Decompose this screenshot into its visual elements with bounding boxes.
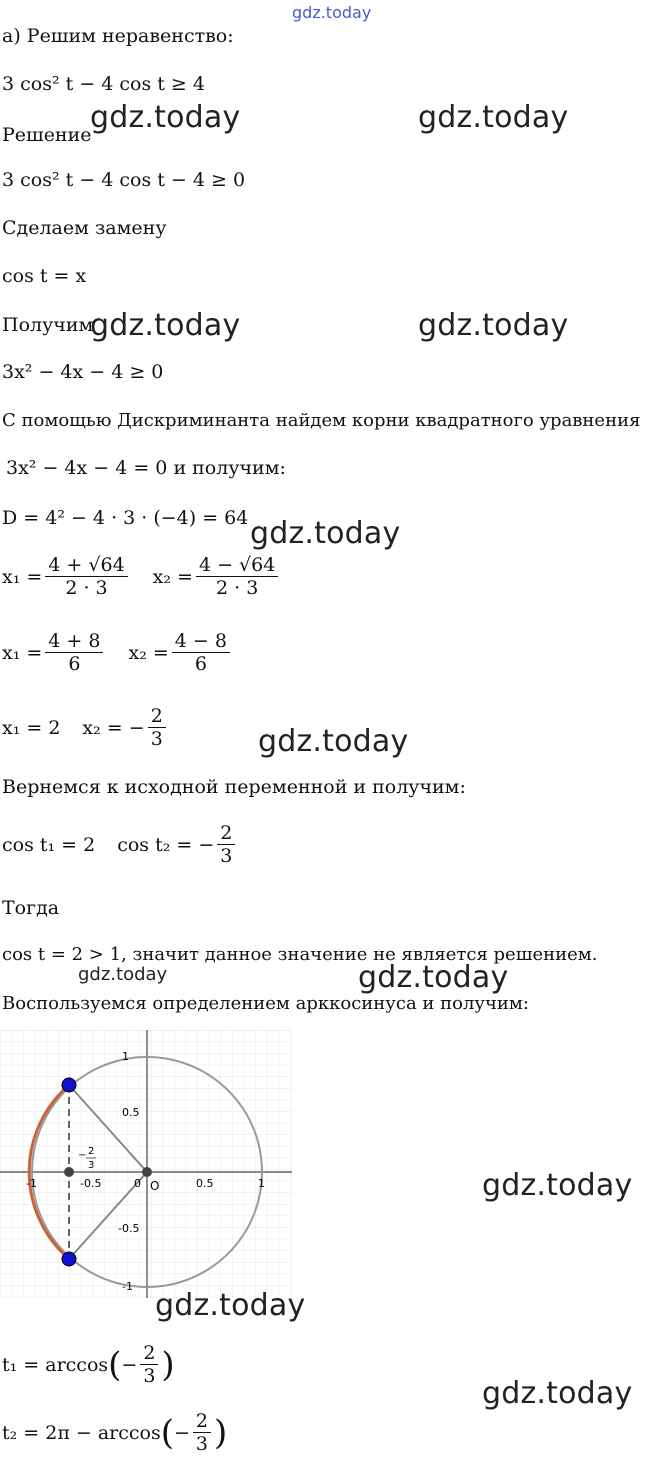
x-tick-neg0.5: -0.5 bbox=[80, 1177, 102, 1190]
x2b-lhs: x₂ = bbox=[128, 641, 169, 664]
point-lower bbox=[62, 1252, 76, 1266]
t1-minus: − bbox=[121, 1353, 138, 1376]
t2-lhs: t₂ = 2π − arccos bbox=[2, 1421, 161, 1444]
watermark: gdz.today bbox=[78, 964, 168, 985]
task-title: а) Решим неравенство: bbox=[2, 25, 234, 47]
x1-numerator: 4 + √64 bbox=[45, 554, 127, 577]
roots-simplified bbox=[2, 630, 233, 675]
x2b-denominator: 6 bbox=[194, 653, 207, 675]
watermark: gdz.today bbox=[155, 1288, 306, 1323]
x1b-lhs: x₁ = bbox=[2, 641, 43, 664]
x2-lhs: x₂ = bbox=[152, 565, 193, 588]
watermark: gdz.today bbox=[358, 960, 509, 995]
inequality-2: 3 cos² t − 4 cos t − 4 ≥ 0 bbox=[2, 169, 246, 191]
then-label: Тогда bbox=[2, 897, 60, 919]
x1-lhs: x₁ = bbox=[2, 565, 43, 588]
x-tick-0.5: 0.5 bbox=[196, 1177, 214, 1190]
grid bbox=[0, 1030, 292, 1298]
x-tick-1: 1 bbox=[258, 1177, 265, 1190]
x-tick-0: 0 bbox=[134, 1177, 141, 1190]
point-minus-two-thirds bbox=[64, 1167, 74, 1177]
t1-denominator: 3 bbox=[143, 1365, 156, 1387]
inequality-1: 3 cos² t − 4 cos t ≥ 4 bbox=[2, 73, 205, 95]
inequality-3: 3x² − 4x − 4 ≥ 0 bbox=[2, 361, 164, 383]
cos-numerator: 2 bbox=[217, 822, 235, 845]
discriminant-intro: С помощью Дискриминанта найдем корни квадратного уравнения bbox=[2, 410, 641, 431]
solution-label: Решение bbox=[2, 124, 92, 146]
quadratic-eq: 3x² − 4x − 4 = 0 и получим: bbox=[6, 457, 286, 479]
return-variable: Вернемся к исходной переменной и получим: bbox=[2, 776, 466, 798]
unit-circle-graph bbox=[0, 1030, 292, 1298]
x1-denominator: 2 · 3 bbox=[65, 577, 108, 599]
x2-fraction bbox=[196, 554, 278, 599]
x2-denominator: 2 · 3 bbox=[216, 577, 259, 599]
watermark: gdz.today bbox=[90, 100, 241, 135]
cos-values bbox=[2, 822, 238, 867]
t1-lhs: t₁ = arccos bbox=[2, 1353, 109, 1376]
watermark: gdz.today bbox=[418, 308, 569, 343]
x2-numerator: 4 − √64 bbox=[196, 554, 278, 577]
cos-t2-fraction bbox=[217, 822, 235, 867]
roots-values bbox=[2, 705, 169, 750]
x1b-numerator: 4 + 8 bbox=[45, 630, 103, 653]
watermark: gdz.today bbox=[482, 1376, 633, 1411]
x-tick-neg1: -1 bbox=[26, 1177, 37, 1190]
watermark: gdz.today bbox=[418, 100, 569, 135]
x2b-fraction bbox=[172, 630, 230, 675]
x1-fraction bbox=[45, 554, 127, 599]
y-tick-neg1: -1 bbox=[122, 1280, 133, 1293]
origin-label: O bbox=[150, 1179, 160, 1193]
point-upper bbox=[62, 1078, 76, 1092]
cos-t1: cos t₁ = 2 bbox=[2, 833, 96, 856]
y-tick-1: 1 bbox=[122, 1050, 129, 1063]
discriminant: D = 4² − 4 · 3 · (−4) = 64 bbox=[2, 507, 249, 529]
fraction-numerator: 2 bbox=[148, 705, 166, 728]
t2-fraction bbox=[193, 1410, 211, 1455]
roots-sqrt bbox=[2, 554, 281, 599]
y-tick-0.5: 0.5 bbox=[122, 1106, 140, 1119]
x1b-denominator: 6 bbox=[68, 653, 81, 675]
watermark: gdz.today bbox=[482, 1168, 633, 1203]
y-tick-neg0.5: -0.5 bbox=[118, 1222, 140, 1235]
substitution-text: Сделаем замену bbox=[2, 217, 167, 239]
t2-numerator: 2 bbox=[193, 1410, 211, 1433]
substitution-eq: cos t = x bbox=[2, 265, 87, 287]
x2-value: x₂ = − bbox=[82, 716, 145, 739]
x2-value-fraction bbox=[148, 705, 166, 750]
obtain-label: Получим bbox=[2, 314, 94, 336]
answer-t1: t₁ = arccos ( − $\frac{2}{3}$ ) bbox=[2, 1342, 175, 1387]
answer-t2: t₂ = 2π − arccos ( − $\frac{2}{3}$ ) bbox=[2, 1410, 228, 1455]
watermark: gdz.today bbox=[250, 516, 401, 551]
point-label-den: 3 bbox=[88, 1160, 95, 1171]
x1-value: x₁ = 2 bbox=[2, 716, 61, 739]
fraction-denominator: 3 bbox=[150, 728, 163, 750]
watermark: gdz.today bbox=[258, 724, 409, 759]
use-arccos: Воспользуемся определением арккосинуса и получим: bbox=[2, 993, 529, 1014]
origin-point bbox=[142, 1167, 152, 1177]
cos-denominator: 3 bbox=[220, 845, 233, 867]
t1-numerator: 2 bbox=[140, 1342, 158, 1365]
t2-minus: − bbox=[173, 1421, 190, 1444]
cos-t2: cos t₂ = − bbox=[117, 833, 215, 856]
watermark: gdz.today bbox=[90, 308, 241, 343]
point-label-minus: − bbox=[78, 1150, 87, 1161]
x2b-numerator: 4 − 8 bbox=[172, 630, 230, 653]
t2-denominator: 3 bbox=[195, 1433, 208, 1455]
t1-fraction bbox=[140, 1342, 158, 1387]
x1b-fraction bbox=[45, 630, 103, 675]
watermark-top: gdz.today bbox=[292, 3, 372, 22]
cos-greater-one: cos t = 2 > 1, значит данное значение не является решением. bbox=[2, 944, 598, 965]
point-label-num: 2 bbox=[88, 1146, 95, 1157]
